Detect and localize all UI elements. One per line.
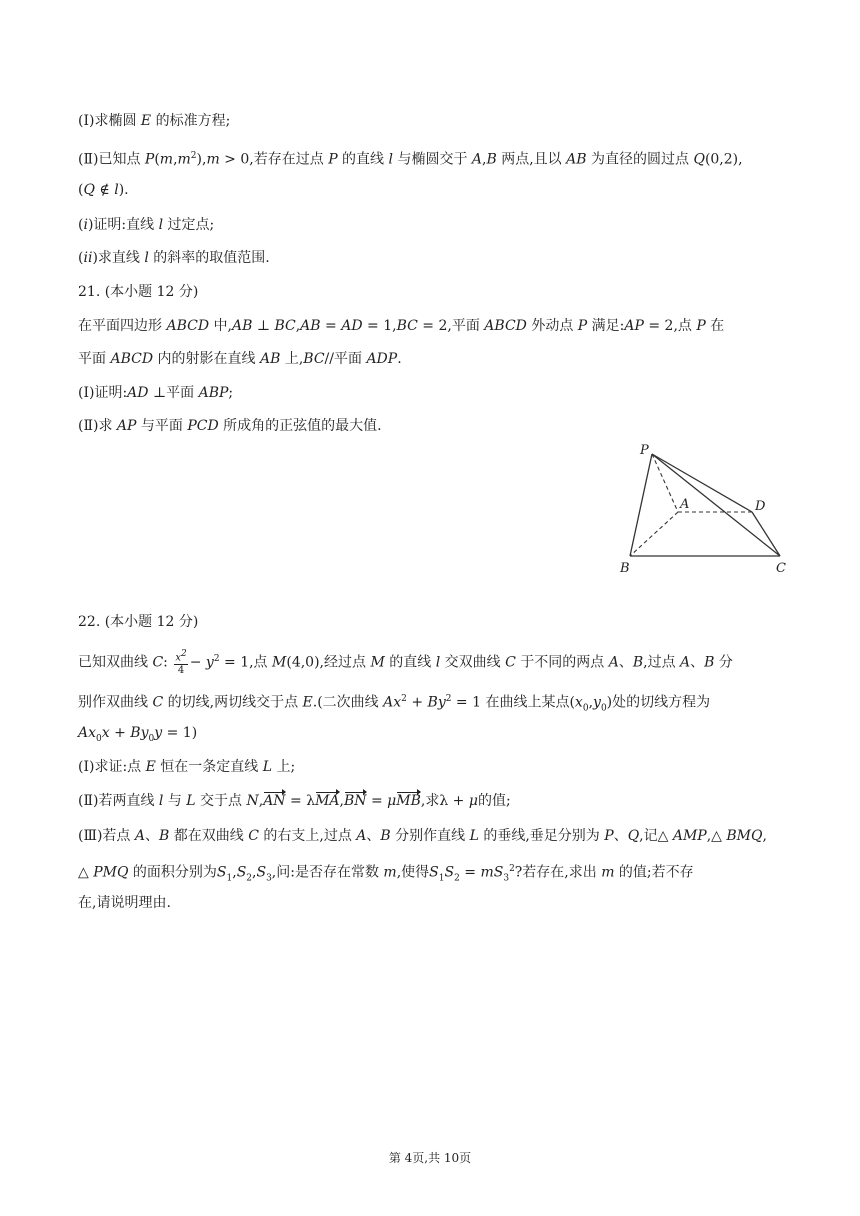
label-B: B bbox=[620, 561, 630, 576]
q20-part2-line1: (Ⅱ)已知点 $P(m,m^2),m > 0$,若存在过点 P 的直线 l 与椭圆交于 A,B 两点,且以 AB 为直径的圆过点 Q(0,2), bbox=[78, 151, 743, 168]
page-footer: 第 4页,共 10页 bbox=[388, 1151, 472, 1165]
q22-line2: 别作双曲线 C 的切线,两切线交于点 E.(二次曲线 $Ax^2 + By^2 = 1$ 在曲线上某点$(x_0,y_0)$处的切线方程为 bbox=[78, 694, 711, 714]
q22-part3-line1: (Ⅲ)若点 A、B 都在双曲线 C 的右支上,过点 A、B 分别作直线 L 的垂线,垂足分别为 P、Q,记△ AMP,△ BMQ, bbox=[78, 828, 767, 844]
edge-PA bbox=[652, 454, 678, 512]
q20-sub-ii: (ii)求直线 l 的斜率的取值范围. bbox=[78, 250, 270, 266]
q22-line1: 已知双曲线 C: $\frac{x^2}{4}$ − $y^2 = 1$,点 M(4,0),经过点 M 的直线 l 交双曲线 C 于不同的两点 A、B,过点 A、B 分 bbox=[78, 649, 733, 676]
pyramid-figure bbox=[612, 440, 802, 580]
q21-line1: 在平面四边形 ABCD 中,AB ⊥ BC,AB = AD = 1,BC = 2,平面 ABCD 外动点 P 满足:AP = 2,点 P 在 bbox=[78, 318, 725, 334]
label-D: D bbox=[755, 499, 766, 514]
edge-PB bbox=[630, 454, 652, 556]
q20-part1: (Ⅰ)求椭圆 E 的标准方程; bbox=[78, 113, 231, 129]
q21-part2: (Ⅱ)求 AP 与平面 PCD 所成角的正弦值的最大值. bbox=[78, 418, 382, 434]
label-P: P bbox=[640, 443, 649, 458]
q22-part2: (Ⅱ)若两直线 l 与 L 交于点 N,AN = λMA,BN = μMB,求λ + μ的值; bbox=[78, 793, 511, 809]
edge-DC bbox=[752, 512, 780, 556]
label-C: C bbox=[776, 561, 786, 576]
q21-line2: 平面 ABCD 内的射影在直线 AB 上,BC//平面 ADP. bbox=[78, 351, 402, 367]
q20-part2-line2: (Q ∉ l). bbox=[78, 182, 129, 198]
edge-AB bbox=[630, 512, 678, 556]
q22-part3-line2: △ PMQ 的面积分别为$S_1,S_2,S_3$,问:是否存在常数 m,使得$S_1S_2 = mS_3^2$?若存在,求出 m 的值;若不存 bbox=[78, 864, 694, 884]
q22-line3: $Ax_0x + By_0y = 1$) bbox=[78, 725, 198, 744]
q22-header: 22. (本小题 12 分) bbox=[78, 614, 199, 630]
edge-PD bbox=[652, 454, 752, 512]
q21-header: 21. (本小题 12 分) bbox=[78, 284, 199, 300]
label-A: A bbox=[680, 497, 690, 512]
q20-sub-i: (i)证明:直线 l 过定点; bbox=[78, 217, 215, 233]
q22-part3-line3: 在,请说明理由. bbox=[78, 895, 171, 911]
q22-part1: (Ⅰ)求证:点 E 恒在一条定直线 L 上; bbox=[78, 759, 296, 775]
q21-part1: (Ⅰ)证明:AD ⊥平面 ABP; bbox=[78, 385, 234, 401]
